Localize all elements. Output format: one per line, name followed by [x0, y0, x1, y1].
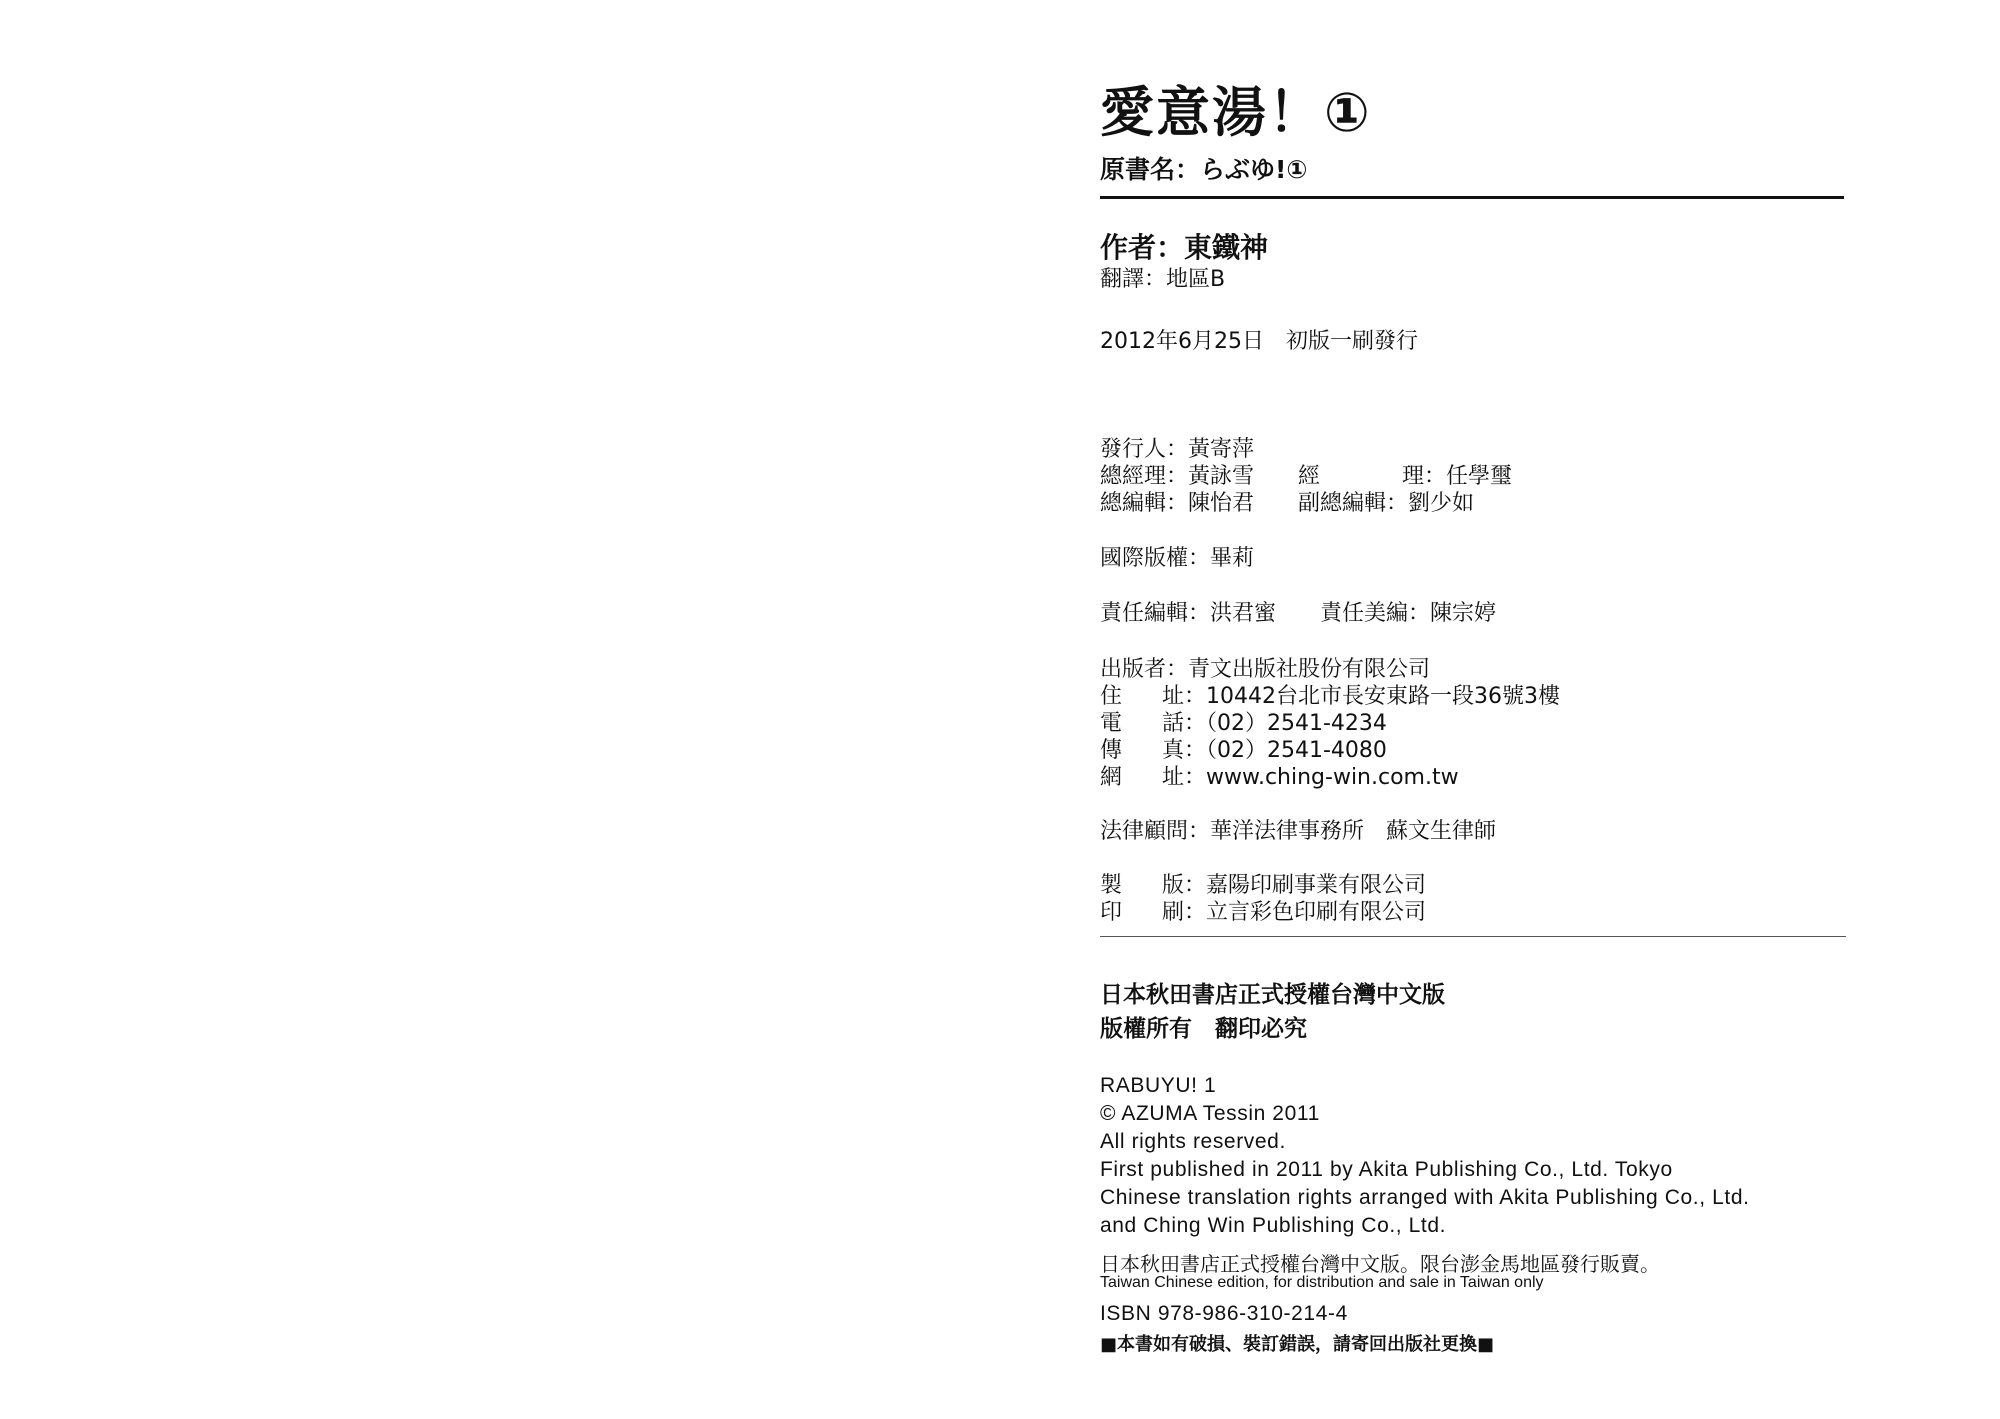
general-manager: 總經理：黃詠雪: [1100, 464, 1255, 489]
distribution-chinese: 日本秋田書店正式授權台灣中文版。限台澎金馬地區發行販賣。: [1100, 1252, 1660, 1276]
license-statement: 日本秋田書店正式授權台灣中文版: [1100, 981, 1445, 1008]
edition-date: 2012年6月25日 初版一刷發行: [1100, 329, 1418, 354]
manager-value: ：任學璽: [1424, 464, 1513, 489]
damage-notice: ■本書如有破損、裝訂錯誤，請寄回出版社更換■: [1100, 1334, 1495, 1355]
isbn: ISBN 978-986-310-214-4: [1100, 1302, 1348, 1325]
responsible-art-editor: 責任美編：陳宗婷: [1320, 601, 1497, 626]
publisher-name: 出版者：青文出版社股份有限公司: [1100, 657, 1431, 682]
editor-row: [1100, 490, 1474, 517]
publisher-address: 住 址：10442台北市長安東路一段36號3樓: [1100, 684, 1560, 709]
author: 作者：東鐵神: [1100, 231, 1269, 264]
responsible-row: [1100, 600, 1496, 627]
legal-counsel: 法律顧問：華洋法律事務所 蘇文生律師: [1100, 819, 1497, 844]
publisher-fax: 傳 真：（02）2541-4080: [1100, 738, 1387, 763]
title-divider: [1100, 196, 1844, 199]
english-rights: All rights reserved.: [1100, 1130, 1286, 1153]
book-title: 愛意湯！①: [1100, 81, 1372, 144]
english-publisher: and Ching Win Publishing Co., Ltd.: [1100, 1214, 1447, 1237]
english-title: RABUYU! 1: [1100, 1074, 1217, 1097]
publisher-phone: 電 話：（02）2541-4234: [1100, 711, 1387, 736]
english-copyright: © AZUMA Tessin 2011: [1100, 1102, 1320, 1125]
copyright-reserved: 版權所有 翻印必究: [1100, 1015, 1307, 1042]
translator: 翻譯：地區B: [1100, 267, 1226, 292]
section-divider: [1100, 936, 1846, 937]
intl-rights: 國際版權：畢莉: [1100, 546, 1255, 571]
chief-editor: 總編輯：陳怡君: [1100, 491, 1255, 516]
publisher-website: 網 址：www.ching-win.com.tw: [1100, 765, 1459, 790]
distribution-english: Taiwan Chinese edition, for distribution and sale in Taiwan only: [1100, 1274, 1544, 1291]
publisher-person: 發行人：黃寄萍: [1100, 437, 1255, 462]
deputy-editor: 副總編輯：劉少如: [1298, 491, 1475, 516]
english-translation-rights: Chinese translation rights arranged with Akita Publishing Co., Ltd.: [1100, 1186, 1750, 1209]
plate-maker: 製 版：嘉陽印刷事業有限公司: [1100, 873, 1427, 898]
english-first-published: First published in 2011 by Akita Publishing Co., Ltd. Tokyo: [1100, 1158, 1673, 1181]
manager-label: 經 理: [1298, 464, 1425, 489]
gm-row: [1100, 463, 1512, 490]
responsible-editor: 責任編輯：洪君蜜: [1100, 601, 1277, 626]
printer: 印 刷：立言彩色印刷有限公司: [1100, 900, 1427, 925]
original-title: 原書名：らぶゆ!①: [1100, 155, 1308, 184]
